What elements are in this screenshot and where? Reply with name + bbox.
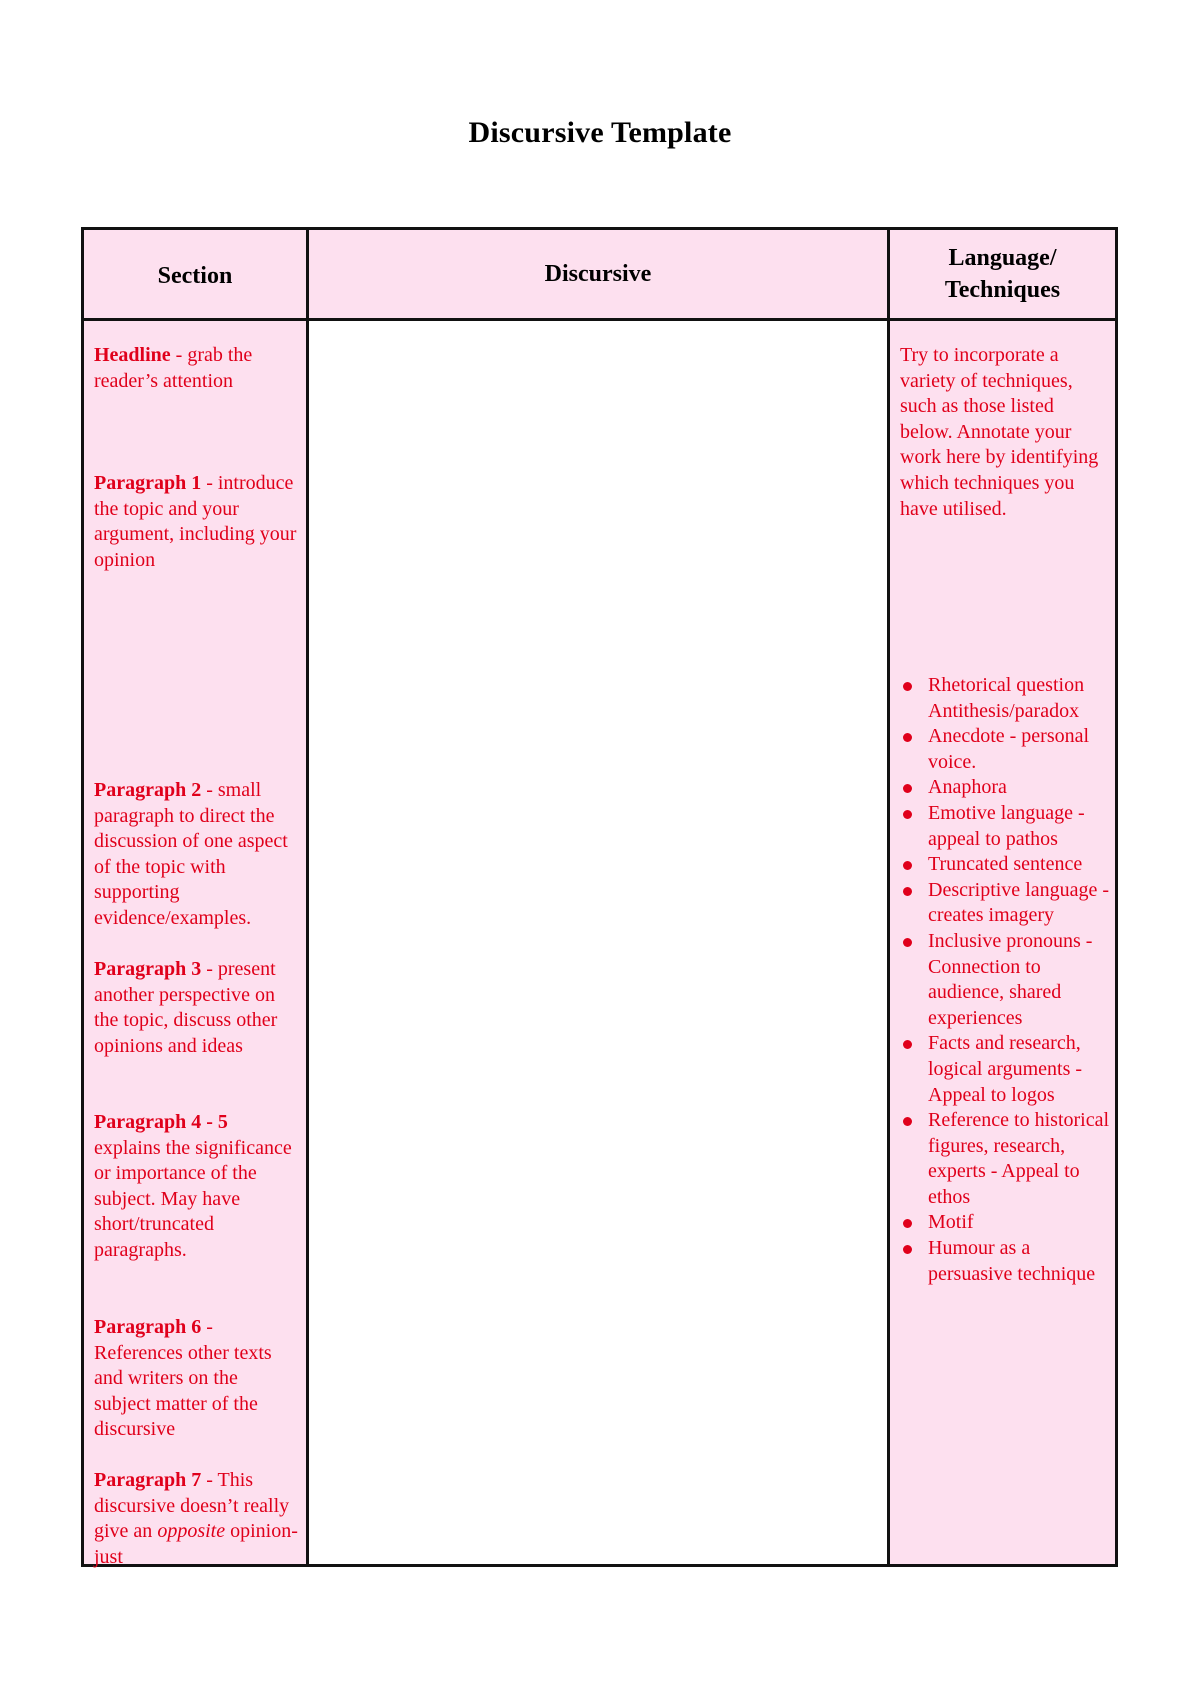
section-paragraph-2-desc: - small paragraph to direct the discussion of one aspect of the topic with supporting evidence/examples.: [94, 779, 288, 929]
section-paragraph-1-desc: - introduce the topic and your argument, including your opinion: [94, 472, 297, 571]
column-divider: [887, 230, 890, 1564]
header-language: Language/: [948, 245, 1057, 271]
section-paragraph-7: [94, 1468, 299, 1570]
section-paragraph-2: [94, 778, 299, 932]
section-paragraph-6-label: Paragraph 6: [94, 1316, 202, 1338]
bullet-icon: [903, 733, 912, 742]
header-language-techniques: [890, 230, 1115, 318]
section-paragraph-2-label: Paragraph 2: [94, 779, 202, 801]
technique-item: Anaphora: [900, 775, 1115, 801]
header-cell-section: [84, 230, 306, 318]
techniques-list: [900, 673, 1115, 1287]
header-techniques: Techniques: [944, 277, 1061, 303]
technique-item: Humour as a persuasive technique: [900, 1236, 1115, 1287]
bullet-icon: [903, 682, 912, 691]
discursive-template-table: [81, 227, 1118, 1567]
section-paragraph-4-5-label: Paragraph 4 - 5: [94, 1111, 228, 1133]
section-paragraph-4-5: [94, 1110, 299, 1264]
section-paragraph-7-desc-before: - This discursive doesn’t really give an: [94, 1469, 290, 1543]
section-paragraph-4-5-desc: explains the significance or importance of the subject. May have short/truncated paragraphs.: [94, 1136, 292, 1261]
bullet-icon: [903, 1117, 912, 1126]
bullet-icon: [903, 1040, 912, 1049]
section-column: [84, 321, 306, 1568]
technique-item: Rhetorical question: [900, 673, 1115, 699]
technique-item: Inclusive pronouns - Connection to audience, shared experiences: [900, 929, 1115, 1031]
section-headline-label: Headline: [94, 344, 171, 366]
section-paragraph-6: [94, 1315, 299, 1443]
page-title: Discursive Template: [468, 116, 732, 149]
section-paragraph-3: [94, 957, 299, 1059]
section-paragraph-1: [94, 471, 299, 573]
section-paragraph-7-desc-italic: opposite: [157, 1520, 226, 1543]
section-paragraph-7-label: Paragraph 7: [94, 1469, 202, 1491]
bullet-icon: [903, 1245, 912, 1254]
technique-item: Facts and research, logical arguments - Appeal to logos: [900, 1031, 1115, 1108]
header-discursive: Discursive: [544, 261, 652, 287]
bullet-icon: [903, 784, 912, 793]
discursive-writing-area[interactable]: [309, 321, 887, 1564]
bullet-icon: [903, 1219, 912, 1228]
bullet-icon: [903, 861, 912, 870]
header-cell-discursive: [309, 230, 887, 318]
bullet-icon: [903, 938, 912, 947]
techniques-intro: Try to incorporate a variety of techniques, such as those listed below. Annotate your work here by identifying which techniques you have utilised.: [900, 344, 1099, 520]
header-cell-language: [890, 230, 1115, 318]
section-paragraph-1-label: Paragraph 1: [94, 472, 202, 494]
technique-item: Emotive language - appeal to pathos: [900, 801, 1115, 852]
technique-item: Anecdote - personal voice.: [900, 724, 1115, 775]
section-headline-desc: - grab the reader’s attention: [94, 344, 253, 392]
technique-item: Antithesis/paradox: [928, 699, 1080, 722]
technique-item: Truncated sentence: [900, 852, 1115, 878]
bullet-icon: [903, 887, 912, 896]
technique-item: Descriptive language - creates imagery: [900, 878, 1115, 929]
section-paragraph-7-desc-after: opinion- just: [94, 1520, 298, 1568]
technique-item: Reference to historical figures, research, experts - Appeal to ethos: [900, 1108, 1115, 1210]
section-paragraph-3-label: Paragraph 3: [94, 958, 202, 980]
header-section: Section: [157, 263, 233, 289]
section-paragraph-6-desc: - References other texts and writers on the subject matter of the discursive: [94, 1316, 272, 1441]
header-divider: [84, 318, 1115, 321]
section-headline: [94, 343, 299, 394]
column-divider: [306, 230, 309, 1564]
techniques-column: [890, 321, 1115, 1564]
technique-item: Motif: [900, 1210, 1115, 1236]
section-paragraph-3-desc: - present another perspective on the topic, discuss other opinions and ideas: [94, 958, 278, 1057]
bullet-icon: [903, 810, 912, 819]
